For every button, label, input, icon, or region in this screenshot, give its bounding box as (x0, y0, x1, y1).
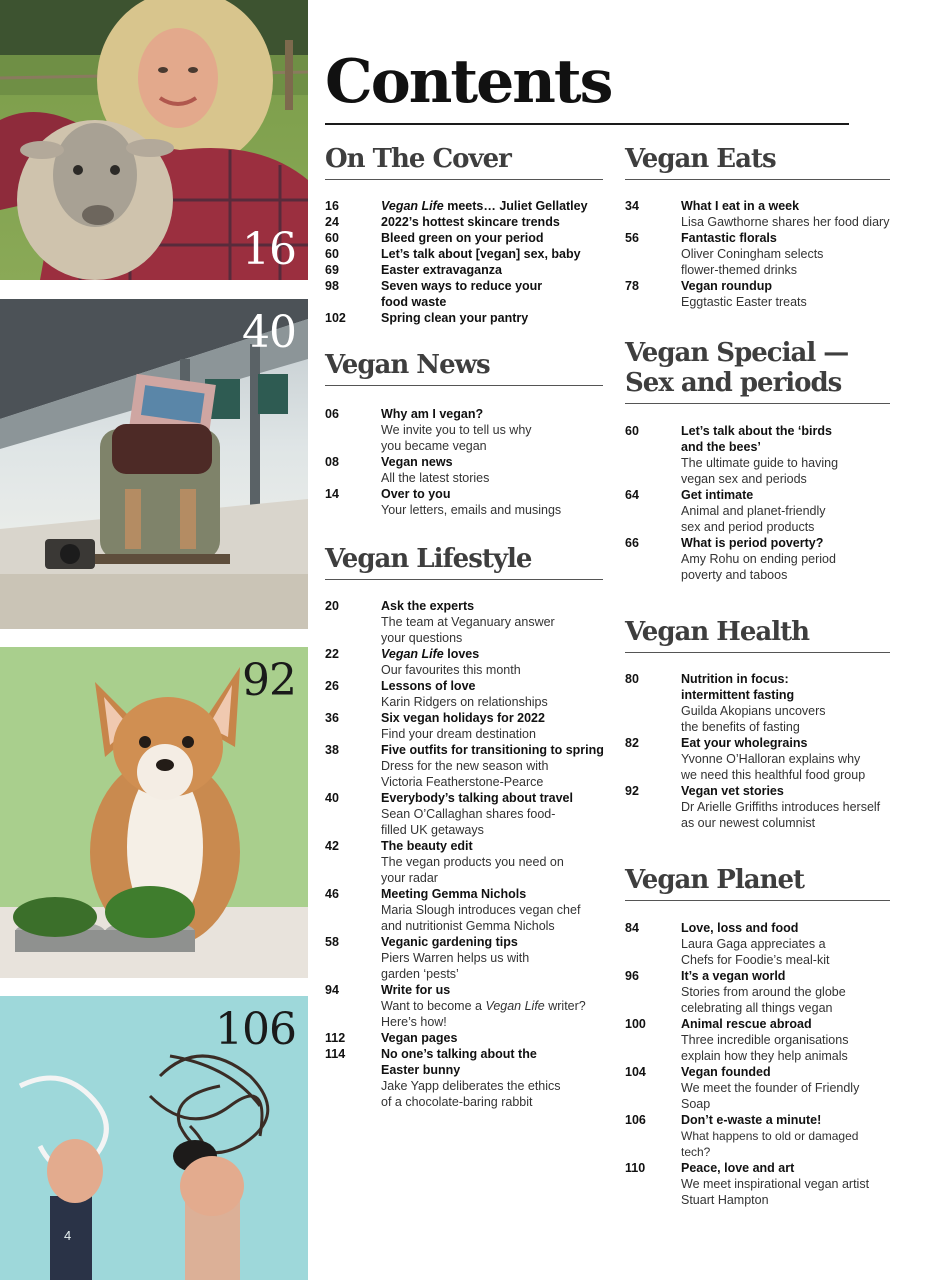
item-page-number: 92 (625, 784, 639, 798)
item-headline: Five outfits for transitioning to spring (381, 743, 604, 757)
photo-page-number: 106 (215, 1004, 296, 1055)
corgi-photo (0, 647, 308, 978)
item-page-number: 26 (325, 679, 339, 693)
item-page-number: 60 (325, 247, 339, 261)
list-item[interactable] (625, 535, 890, 583)
list-item[interactable] (625, 423, 890, 487)
item-headline: No one’s talking about the Easter bunny (381, 1047, 537, 1077)
list-item[interactable] (325, 246, 603, 262)
item-headline: Get intimate (681, 488, 754, 502)
item-description: What happens to old or damaged tech? (681, 1129, 859, 1159)
list-item[interactable] (325, 198, 603, 214)
item-headline: Easter extravaganza (381, 263, 502, 277)
vegan-eats-list (625, 198, 890, 310)
item-description: Yvonne O’Halloran explains why we need this healthful food group (681, 752, 866, 782)
item-headline: Love, loss and food (681, 921, 799, 935)
list-item[interactable] (325, 710, 603, 742)
item-page-number: 94 (325, 983, 339, 997)
item-description: Amy Rohu on ending period poverty and taboos (681, 552, 836, 582)
item-headline: loves (443, 647, 480, 661)
item-description-em: Vegan Life (485, 999, 545, 1013)
list-item[interactable] (325, 1030, 603, 1046)
list-item[interactable] (325, 678, 603, 710)
item-description: Three incredible organisations explain how they help animals (681, 1033, 849, 1063)
item-headline: Lessons of love (381, 679, 476, 693)
item-description: We meet inspirational vegan artist Stuart Hampton (681, 1177, 870, 1207)
list-item[interactable] (325, 262, 603, 278)
item-headline: Nutrition in focus: intermittent fasting (681, 672, 795, 702)
on-the-cover-list (325, 198, 603, 326)
section-heading-vegan-eats: Vegan Eats (625, 145, 890, 180)
item-page-number: 60 (325, 231, 339, 245)
item-headline: Six vegan holidays for 2022 (381, 711, 545, 725)
item-page-number: 42 (325, 839, 339, 853)
item-page-number: 24 (325, 215, 339, 229)
section-heading-line: Sex and periods (625, 367, 842, 398)
item-page-number: 08 (325, 455, 339, 469)
item-description: Laura Gaga appreciates a Chefs for Foodie’s meal-kit (681, 937, 830, 967)
item-description: The team at Veganuary answer your questions (381, 615, 555, 645)
item-headline: Spring clean your pantry (381, 311, 529, 325)
item-headline: Bleed green on your period (381, 231, 544, 245)
item-headline-em: Vegan Life (381, 647, 444, 661)
item-description: Animal and planet-friendly sex and period products (681, 504, 826, 534)
list-item[interactable] (325, 742, 603, 790)
list-item[interactable] (325, 310, 603, 326)
vegan-special-list (625, 423, 890, 583)
list-item[interactable] (625, 278, 890, 310)
list-item[interactable] (325, 278, 603, 310)
item-description: The ultimate guide to having vegan sex and periods (681, 456, 839, 486)
item-page-number: 14 (325, 487, 339, 501)
item-page-number: 98 (325, 279, 339, 293)
item-page-number: 102 (325, 311, 346, 325)
item-headline: Ask the experts (381, 599, 475, 613)
item-description: We invite you to tell us why you became vegan (381, 423, 532, 453)
vegan-planet-list (625, 920, 890, 1208)
item-description: Our favourites this month (381, 663, 521, 677)
item-page-number: 38 (325, 743, 339, 757)
list-item[interactable] (325, 454, 603, 486)
list-item[interactable] (325, 790, 603, 838)
list-item[interactable] (625, 783, 890, 831)
item-headline: Animal rescue abroad (681, 1017, 812, 1031)
backpack-photo (0, 299, 308, 629)
item-page-number: 112 (325, 1031, 346, 1045)
item-description: Lisa Gawthorne shares her food diary (681, 215, 890, 229)
item-description-prefix: Want to become a (381, 999, 486, 1013)
list-item[interactable] (325, 982, 603, 1030)
page-title: Contents (325, 47, 612, 117)
photo-page-number: 92 (242, 655, 296, 706)
item-description: writer? Here’s how! (381, 999, 586, 1029)
item-description: All the latest stories (381, 471, 490, 485)
item-page-number: 56 (625, 231, 639, 245)
item-headline: It’s a vegan world (681, 969, 786, 983)
list-item[interactable] (325, 598, 603, 646)
item-headline: Meeting Gemma Nichols (381, 887, 527, 901)
section-heading-vegan-lifestyle: Vegan Lifestyle (325, 545, 603, 580)
cover-photo-woman-with-sheep (0, 0, 308, 280)
item-headline: 2022’s hottest skincare trends (381, 215, 560, 229)
list-item[interactable] (625, 920, 890, 968)
item-page-number: 110 (625, 1161, 646, 1175)
item-description: Dr Arielle Griffiths introduces herself as our newest columnist (681, 800, 881, 830)
item-description: The vegan products you need on your radar (381, 855, 564, 885)
section-heading-vegan-health: Vegan Health (625, 618, 890, 653)
item-description: Find your dream destination (381, 727, 536, 741)
section-heading-line: Vegan Special — (625, 338, 849, 368)
item-headline: Eat your wholegrains (681, 736, 808, 750)
photo-page-number: 16 (242, 224, 296, 275)
item-description: Your letters, emails and musings (381, 503, 562, 517)
item-description: Oliver Coningham selects flower-themed drinks (681, 247, 824, 277)
section-heading-vegan-special (625, 339, 890, 404)
item-description: Piers Warren helps us with garden ‘pests’ (381, 951, 530, 981)
list-item[interactable] (325, 214, 603, 230)
item-headline: Why am I vegan? (381, 407, 484, 421)
item-page-number: 06 (325, 407, 339, 421)
list-item[interactable] (625, 230, 890, 278)
folio-page-number: 4 (64, 1228, 72, 1243)
item-description: Karin Ridgers on relationships (381, 695, 548, 709)
item-headline: Vegan vet stories (681, 784, 784, 798)
item-headline: Over to you (381, 487, 451, 501)
item-page-number: 64 (625, 488, 639, 502)
item-page-number: 80 (625, 672, 639, 686)
item-headline: meets… Juliet Gellatley (443, 199, 588, 213)
list-item[interactable] (325, 886, 603, 934)
item-headline: Seven ways to reduce your food waste (381, 279, 543, 309)
item-page-number: 78 (625, 279, 639, 293)
item-page-number: 104 (625, 1065, 646, 1079)
list-item[interactable] (325, 486, 603, 518)
list-item[interactable] (625, 1112, 890, 1160)
item-page-number: 114 (325, 1047, 346, 1061)
item-headline: What is period poverty? (681, 536, 824, 550)
item-page-number: 100 (625, 1017, 646, 1031)
item-page-number: 36 (325, 711, 339, 725)
list-item[interactable] (325, 934, 603, 982)
item-description: Jake Yapp deliberates the ethics of a chocolate-baring rabbit (381, 1079, 561, 1109)
item-headline: Fantastic florals (681, 231, 777, 245)
section-heading-vegan-news: Vegan News (325, 351, 603, 386)
item-headline: Let’s talk about the ‘birds and the bees’ (681, 424, 832, 454)
item-page-number: 96 (625, 969, 639, 983)
list-item[interactable] (625, 968, 890, 1016)
title-divider (325, 123, 849, 125)
item-description: Stories from around the globe celebrating all things vegan (681, 985, 846, 1015)
item-page-number: 40 (325, 791, 339, 805)
item-headline: Vegan roundup (681, 279, 772, 293)
item-page-number: 58 (325, 935, 339, 949)
list-item[interactable] (625, 735, 890, 783)
vegan-lifestyle-list (325, 598, 603, 1110)
list-item[interactable] (625, 1064, 890, 1112)
vegan-health-list (625, 671, 890, 831)
item-headline: Write for us (381, 983, 451, 997)
item-description: Eggtastic Easter treats (681, 295, 807, 309)
item-headline: Vegan news (381, 455, 453, 469)
list-item[interactable] (325, 838, 603, 886)
item-page-number: 82 (625, 736, 639, 750)
list-item[interactable] (325, 230, 603, 246)
item-description: Maria Slough introduces vegan chef and nutritionist Gemma Nichols (381, 903, 581, 933)
item-description: Dress for the new season with Victoria Featherstone-Pearce (381, 759, 549, 789)
item-description: Sean O’Callaghan shares food-filled UK getaways (381, 807, 556, 837)
list-item[interactable] (625, 1016, 890, 1064)
item-page-number: 84 (625, 921, 639, 935)
item-page-number: 46 (325, 887, 339, 901)
item-headline: Vegan founded (681, 1065, 771, 1079)
item-page-number: 16 (325, 199, 339, 213)
item-headline-em: Vegan Life (381, 199, 444, 213)
e-waste-photo (0, 996, 308, 1280)
list-item[interactable] (625, 671, 890, 735)
vegan-news-list (325, 406, 603, 518)
list-item[interactable] (325, 646, 603, 678)
item-page-number: 66 (625, 536, 639, 550)
item-page-number: 34 (625, 199, 639, 213)
section-heading-vegan-planet: Vegan Planet (625, 866, 890, 901)
item-page-number: 106 (625, 1113, 646, 1127)
item-headline: Veganic gardening tips (381, 935, 518, 949)
item-headline: What I eat in a week (681, 199, 800, 213)
item-page-number: 20 (325, 599, 339, 613)
section-heading-on-the-cover: On The Cover (325, 145, 603, 180)
item-description: Guilda Akopians uncovers the benefits of fasting (681, 704, 826, 734)
item-headline: Let’s talk about [vegan] sex, baby (381, 247, 581, 261)
item-page-number: 22 (325, 647, 339, 661)
list-item[interactable] (625, 198, 890, 230)
list-item[interactable] (325, 406, 603, 454)
item-headline: Vegan pages (381, 1031, 458, 1045)
item-headline: Everybody’s talking about travel (381, 791, 573, 805)
photo-page-number: 40 (242, 307, 296, 358)
list-item[interactable] (625, 1160, 890, 1208)
list-item[interactable] (325, 1046, 603, 1110)
item-page-number: 60 (625, 424, 639, 438)
item-page-number: 69 (325, 263, 339, 277)
item-headline: Don’t e-waste a minute! (681, 1113, 822, 1127)
item-headline: Peace, love and art (681, 1161, 795, 1175)
list-item[interactable] (625, 487, 890, 535)
item-headline: The beauty edit (381, 839, 473, 853)
item-description: We meet the founder of Friendly Soap (681, 1081, 860, 1111)
